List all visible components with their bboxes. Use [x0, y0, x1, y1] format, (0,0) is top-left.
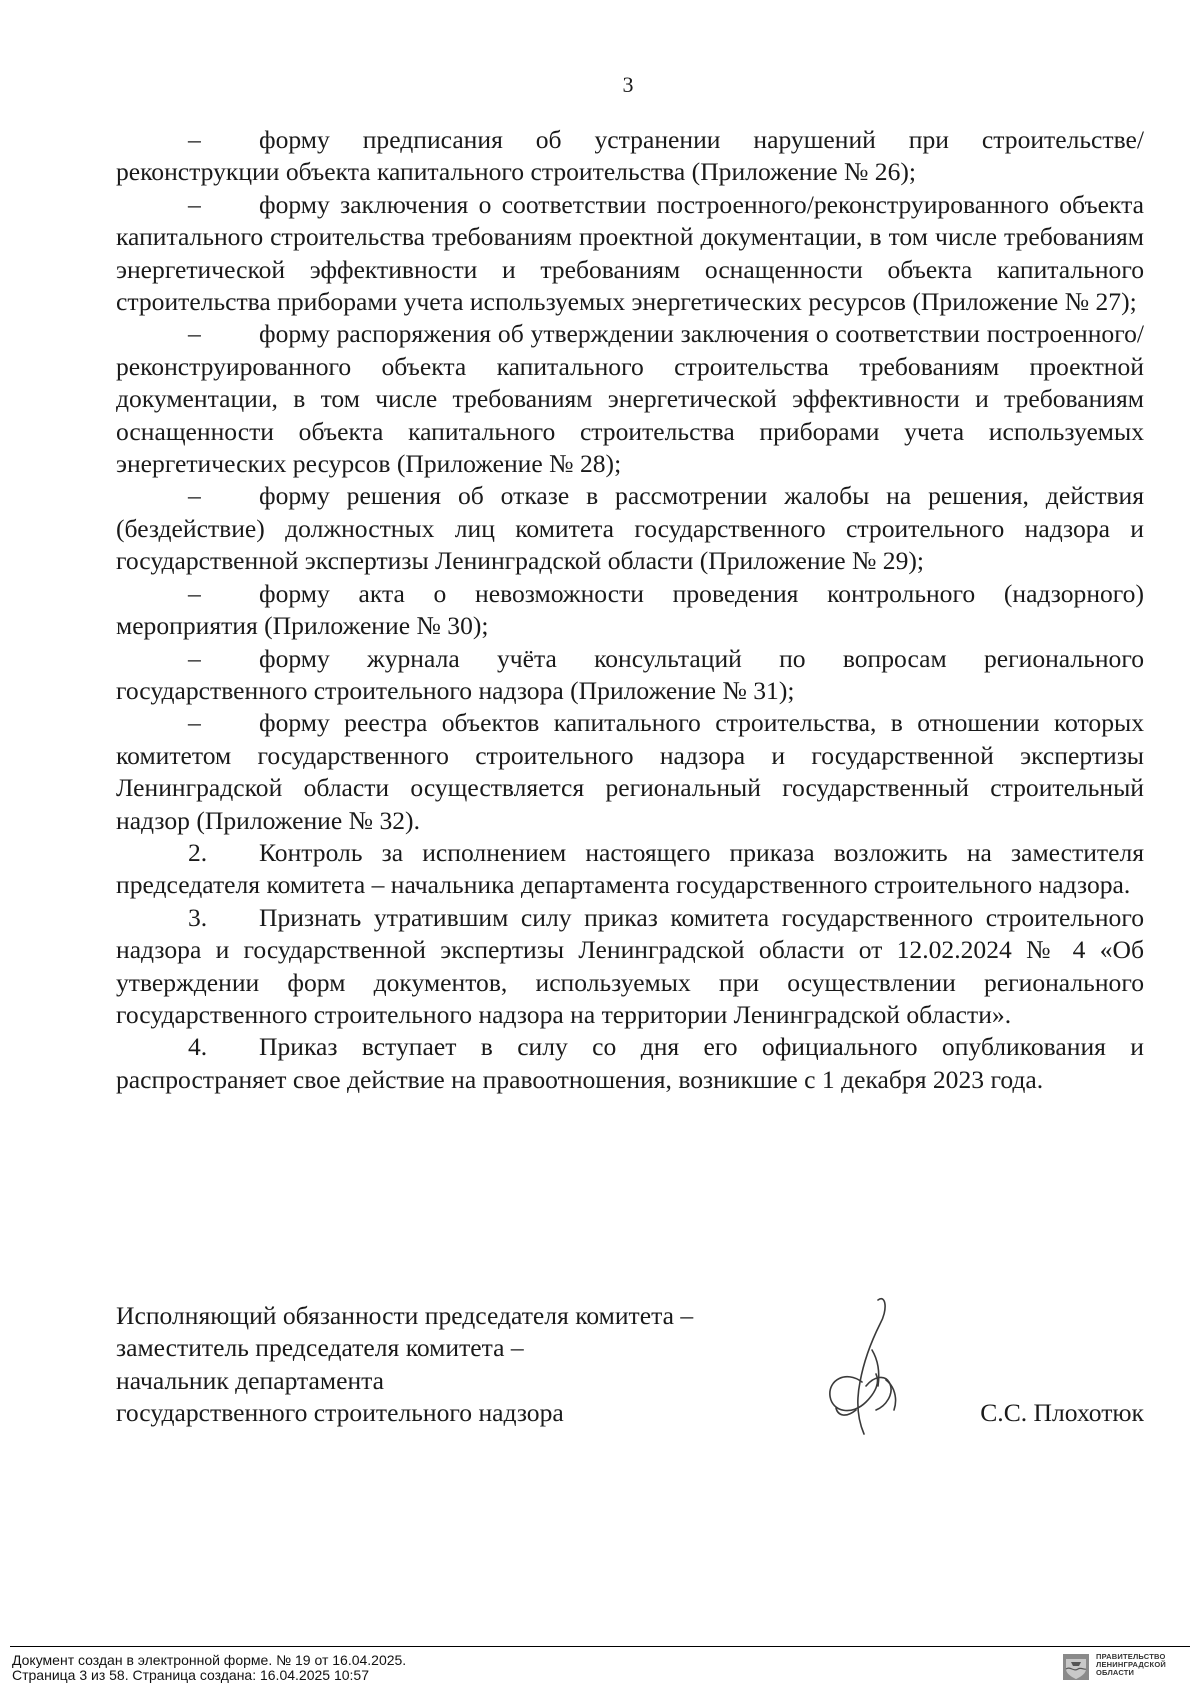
page-footer [0, 1637, 1200, 1698]
paragraph-item-3 [116, 902, 1144, 1032]
signature-block [116, 1300, 1144, 1440]
signatory-name: С.С. Плохотюк [980, 1398, 1144, 1427]
paragraph-text: форму реестра объектов капитального строительства, в отношении которых комитетом государственного строительного надзора и государственной экспертизы Ленинградской области осуществляется региональный государственный строительный надзор (Приложение № 32). [116, 708, 1144, 835]
paragraph-appendix-26 [116, 124, 1144, 189]
paragraph-text: форму журнала учёта консультаций по вопросам регионального государственного строительного надзора (Приложение № 31); [116, 643, 1144, 705]
paragraph-item-2 [116, 837, 1144, 902]
position-line: государственного строительного надзора [116, 1398, 564, 1428]
org-name-line: ЛЕНИНГРАДСКОЙ [1096, 1660, 1166, 1669]
signatory-position [116, 1300, 693, 1430]
org-name-line: ОБЛАСТИ [1096, 1668, 1135, 1677]
footer-divider [10, 1646, 1190, 1647]
paragraph-appendix-32 [116, 707, 1144, 837]
list-marker: – [188, 481, 201, 511]
paragraph-text: форму предписания об устранении нарушений при строительстве/реконструкции объекта капитального строительства (Приложение № 26); [116, 125, 1144, 187]
paragraph-text: Контроль за исполнением настоящего приказа возложить на заместителя председателя комитета – начальника департамента государственного строительного надзора. [116, 837, 1144, 900]
paragraph-text: форму решения об отказе в рассмотрении жалобы на решения, действия (бездействие) должностных лиц комитета государственного строительного надзора и государственной экспертизы Ленинградской области (Приложение № 29); [116, 481, 1144, 576]
position-line: начальник департамента [116, 1365, 385, 1395]
paragraph-text: форму акта о невозможности проведения контрольного (надзорного) мероприятия (Приложение № 30); [116, 578, 1144, 641]
government-name [1096, 1653, 1176, 1677]
footer-line-1: Документ создан в электронной форме. № 19 от 16.04.2025. [12, 1652, 407, 1668]
document-body [116, 124, 1144, 1096]
org-name-line: ПРАВИТЕЛЬСТВО [1096, 1652, 1166, 1661]
item-number: 3. [188, 902, 208, 932]
position-line: Исполняющий обязанности председателя комитета – [116, 1301, 694, 1330]
page-number: 3 [622, 72, 634, 97]
item-number: 2. [188, 837, 208, 867]
handwritten-signature-icon [816, 1290, 926, 1440]
paragraph-appendix-30 [116, 578, 1144, 643]
list-marker: – [188, 319, 201, 349]
coat-of-arms-icon [1062, 1653, 1090, 1681]
item-number: 4. [188, 1032, 208, 1062]
list-marker: – [188, 189, 201, 219]
paragraph-appendix-28 [116, 318, 1144, 480]
list-marker: – [188, 708, 201, 738]
list-marker: – [188, 643, 201, 673]
paragraph-appendix-29 [116, 480, 1144, 577]
paragraph-text: Признать утратившим силу приказ комитета государственного строительного надзора и государственной экспертизы Ленинградской области от 12.02.2024 № 4 «Об утверждении форм документов, используемых при осуществлении регионального государственного строительного надзора на территории Ленинградской области». [116, 902, 1144, 1029]
paragraph-appendix-27 [116, 189, 1144, 319]
paragraph-item-4 [116, 1031, 1144, 1096]
footer-line-2: Страница 3 из 58. Страница создана: 16.04.2025 10:57 [12, 1667, 369, 1683]
paragraph-text: Приказ вступает в силу со дня его официального опубликования и распространяет свое действие на правоотношения, возникшие с 1 декабря 2023 года. [116, 1032, 1144, 1094]
footer-document-info [12, 1653, 406, 1683]
list-marker: – [188, 578, 201, 608]
position-line: заместитель председателя комитета – [116, 1333, 524, 1363]
government-logo [1062, 1653, 1176, 1681]
paragraph-text: форму распоряжения об утверждении заключения о соответствии построенного/реконструированного объекта капитального строительства требованиям проектной документации, в том числе требованиям энергетической эффективности и требованиям оснащенности объекта капитального строительства приборами учета используемых энергетических ресурсов (Приложение № 28); [116, 319, 1144, 479]
paragraph-text: форму заключения о соответствии построенного/реконструированного объекта капитального строительства требованиям проектной документации, в том числе требованиям энергетической эффективности и требованиям оснащенности объекта капитального строительства приборами учета используемых энергетических ресурсов (Приложение № 27); [116, 189, 1144, 317]
list-marker: – [188, 125, 201, 154]
paragraph-appendix-31 [116, 643, 1144, 708]
